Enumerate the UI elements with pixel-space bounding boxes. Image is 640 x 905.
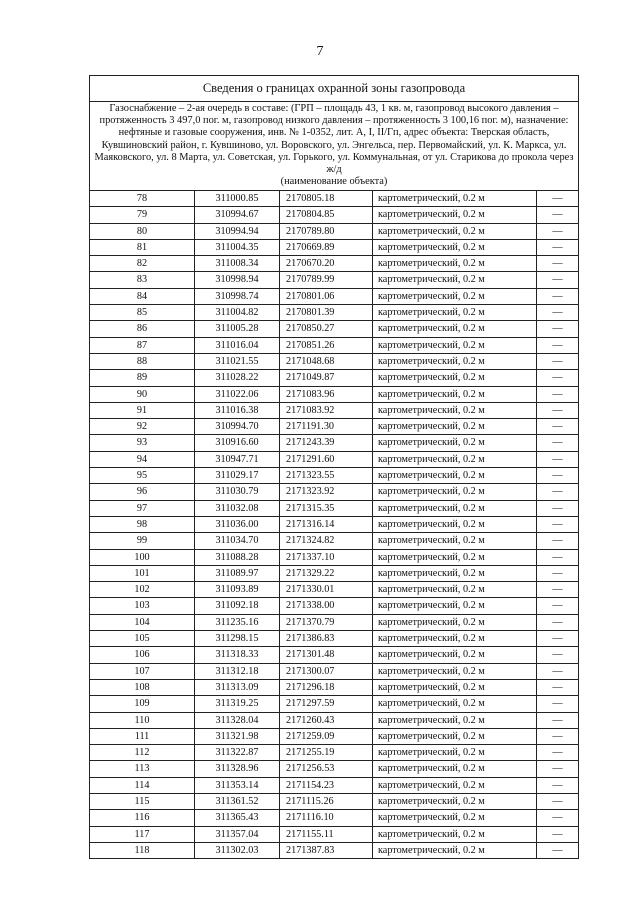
x-coordinate-cell: 311298.15 bbox=[195, 631, 280, 647]
point-number-cell: 108 bbox=[90, 679, 195, 695]
table-row bbox=[90, 321, 578, 337]
table-row bbox=[90, 598, 578, 614]
empty-mark-cell: — bbox=[537, 745, 579, 761]
x-coordinate-cell: 310994.67 bbox=[195, 207, 280, 223]
y-coordinate-cell: 2170801.39 bbox=[280, 305, 373, 321]
point-number-cell: 87 bbox=[90, 337, 195, 353]
y-coordinate-cell: 2171049.87 bbox=[280, 370, 373, 386]
method-cell: картометрический, 0.2 м bbox=[373, 631, 537, 647]
coordinates-table-body bbox=[90, 191, 578, 858]
x-coordinate-cell: 311036.00 bbox=[195, 516, 280, 532]
y-coordinate-cell: 2170670.20 bbox=[280, 256, 373, 272]
method-cell: картометрический, 0.2 м bbox=[373, 435, 537, 451]
x-coordinate-cell: 311365.43 bbox=[195, 810, 280, 826]
sheet-title: Сведения о границах охранной зоны газопровода bbox=[90, 76, 578, 102]
method-cell: картометрический, 0.2 м bbox=[373, 451, 537, 467]
x-coordinate-cell: 311328.96 bbox=[195, 761, 280, 777]
table-row bbox=[90, 402, 578, 418]
y-coordinate-cell: 2170669.89 bbox=[280, 239, 373, 255]
empty-mark-cell: — bbox=[537, 435, 579, 451]
x-coordinate-cell: 311089.97 bbox=[195, 565, 280, 581]
table-row bbox=[90, 826, 578, 842]
coordinates-table bbox=[90, 191, 578, 858]
page-number: 7 bbox=[316, 44, 324, 59]
empty-mark-cell: — bbox=[537, 337, 579, 353]
table-row bbox=[90, 745, 578, 761]
method-cell: картометрический, 0.2 м bbox=[373, 598, 537, 614]
table-row bbox=[90, 451, 578, 467]
x-coordinate-cell: 311361.52 bbox=[195, 793, 280, 809]
table-row bbox=[90, 761, 578, 777]
table-row bbox=[90, 239, 578, 255]
point-number-cell: 97 bbox=[90, 500, 195, 516]
empty-mark-cell: — bbox=[537, 239, 579, 255]
y-coordinate-cell: 2170789.99 bbox=[280, 272, 373, 288]
empty-mark-cell: — bbox=[537, 288, 579, 304]
empty-mark-cell: — bbox=[537, 549, 579, 565]
y-coordinate-cell: 2170789.80 bbox=[280, 223, 373, 239]
empty-mark-cell: — bbox=[537, 370, 579, 386]
boundary-sheet bbox=[89, 75, 579, 859]
x-coordinate-cell: 311302.03 bbox=[195, 842, 280, 858]
x-coordinate-cell: 311357.04 bbox=[195, 826, 280, 842]
empty-mark-cell: — bbox=[537, 256, 579, 272]
method-cell: картометрический, 0.2 м bbox=[373, 777, 537, 793]
method-cell: картометрический, 0.2 м bbox=[373, 419, 537, 435]
method-cell: картометрический, 0.2 м bbox=[373, 402, 537, 418]
empty-mark-cell: — bbox=[537, 761, 579, 777]
empty-mark-cell: — bbox=[537, 565, 579, 581]
point-number-cell: 95 bbox=[90, 468, 195, 484]
point-number-cell: 79 bbox=[90, 207, 195, 223]
point-number-cell: 110 bbox=[90, 712, 195, 728]
point-number-cell: 107 bbox=[90, 663, 195, 679]
y-coordinate-cell: 2171291.60 bbox=[280, 451, 373, 467]
table-row bbox=[90, 353, 578, 369]
empty-mark-cell: — bbox=[537, 419, 579, 435]
method-cell: картометрический, 0.2 м bbox=[373, 826, 537, 842]
method-cell: картометрический, 0.2 м bbox=[373, 761, 537, 777]
y-coordinate-cell: 2171370.79 bbox=[280, 614, 373, 630]
table-row bbox=[90, 647, 578, 663]
table-row bbox=[90, 810, 578, 826]
table-row bbox=[90, 272, 578, 288]
empty-mark-cell: — bbox=[537, 647, 579, 663]
table-row bbox=[90, 728, 578, 744]
method-cell: картометрический, 0.2 м bbox=[373, 321, 537, 337]
y-coordinate-cell: 2171316.14 bbox=[280, 516, 373, 532]
point-number-cell: 93 bbox=[90, 435, 195, 451]
method-cell: картометрический, 0.2 м bbox=[373, 549, 537, 565]
empty-mark-cell: — bbox=[537, 191, 579, 207]
object-description-text: Газоснабжение – 2-ая очередь в составе: (ГРП – площадь 43, 1 кв. м, газопровод высокого давления – протяженность 3 497,0 пог. м, газопровод низкого давления – протяженность 3 100,16 пог. м), назначение: нефтяные и газовые сооружения, инв. № 1-0352, лит. А, I, II/Гп, адрес объекта: Тверская область, Кувшиновский район, г. Кувшиново, ул. Воровского, ул. Энгельса, пер. Первомайский, ул. К. Маркса, ул. Маяковского, ул. 8 Марта, ул. Советская, ул. Горького, ул. Коммунальная, от ул. Старикова до прокола через ж/д bbox=[94, 103, 574, 176]
y-coordinate-cell: 2171083.92 bbox=[280, 402, 373, 418]
point-number-cell: 89 bbox=[90, 370, 195, 386]
empty-mark-cell: — bbox=[537, 484, 579, 500]
x-coordinate-cell: 310998.74 bbox=[195, 288, 280, 304]
y-coordinate-cell: 2171296.18 bbox=[280, 679, 373, 695]
x-coordinate-cell: 310994.70 bbox=[195, 419, 280, 435]
method-cell: картометрический, 0.2 м bbox=[373, 288, 537, 304]
point-number-cell: 116 bbox=[90, 810, 195, 826]
table-row bbox=[90, 419, 578, 435]
table-row bbox=[90, 305, 578, 321]
empty-mark-cell: — bbox=[537, 582, 579, 598]
empty-mark-cell: — bbox=[537, 468, 579, 484]
empty-mark-cell: — bbox=[537, 451, 579, 467]
y-coordinate-cell: 2171155.11 bbox=[280, 826, 373, 842]
y-coordinate-cell: 2171330.01 bbox=[280, 582, 373, 598]
table-row bbox=[90, 256, 578, 272]
point-number-cell: 80 bbox=[90, 223, 195, 239]
empty-mark-cell: — bbox=[537, 353, 579, 369]
method-cell: картометрический, 0.2 м bbox=[373, 256, 537, 272]
y-coordinate-cell: 2170801.06 bbox=[280, 288, 373, 304]
table-row bbox=[90, 614, 578, 630]
method-cell: картометрический, 0.2 м bbox=[373, 696, 537, 712]
point-number-cell: 92 bbox=[90, 419, 195, 435]
method-cell: картометрический, 0.2 м bbox=[373, 500, 537, 516]
table-row bbox=[90, 288, 578, 304]
x-coordinate-cell: 311004.35 bbox=[195, 239, 280, 255]
empty-mark-cell: — bbox=[537, 842, 579, 858]
x-coordinate-cell: 311022.06 bbox=[195, 386, 280, 402]
x-coordinate-cell: 311000.85 bbox=[195, 191, 280, 207]
empty-mark-cell: — bbox=[537, 500, 579, 516]
point-number-cell: 98 bbox=[90, 516, 195, 532]
y-coordinate-cell: 2171255.19 bbox=[280, 745, 373, 761]
empty-mark-cell: — bbox=[537, 614, 579, 630]
table-row bbox=[90, 191, 578, 207]
method-cell: картометрический, 0.2 м bbox=[373, 337, 537, 353]
y-coordinate-cell: 2171297.59 bbox=[280, 696, 373, 712]
point-number-cell: 115 bbox=[90, 793, 195, 809]
point-number-cell: 101 bbox=[90, 565, 195, 581]
table-row bbox=[90, 793, 578, 809]
y-coordinate-cell: 2171315.35 bbox=[280, 500, 373, 516]
method-cell: картометрический, 0.2 м bbox=[373, 305, 537, 321]
y-coordinate-cell: 2171323.92 bbox=[280, 484, 373, 500]
table-row bbox=[90, 565, 578, 581]
y-coordinate-cell: 2171260.43 bbox=[280, 712, 373, 728]
y-coordinate-cell: 2171338.00 bbox=[280, 598, 373, 614]
empty-mark-cell: — bbox=[537, 598, 579, 614]
table-row bbox=[90, 516, 578, 532]
point-number-cell: 96 bbox=[90, 484, 195, 500]
empty-mark-cell: — bbox=[537, 712, 579, 728]
empty-mark-cell: — bbox=[537, 777, 579, 793]
x-coordinate-cell: 311235.16 bbox=[195, 614, 280, 630]
point-number-cell: 82 bbox=[90, 256, 195, 272]
point-number-cell: 117 bbox=[90, 826, 195, 842]
x-coordinate-cell: 310916.60 bbox=[195, 435, 280, 451]
table-row bbox=[90, 207, 578, 223]
method-cell: картометрический, 0.2 м bbox=[373, 810, 537, 826]
x-coordinate-cell: 310998.94 bbox=[195, 272, 280, 288]
empty-mark-cell: — bbox=[537, 826, 579, 842]
table-row bbox=[90, 842, 578, 858]
empty-mark-cell: — bbox=[537, 272, 579, 288]
method-cell: картометрический, 0.2 м bbox=[373, 239, 537, 255]
x-coordinate-cell: 311008.34 bbox=[195, 256, 280, 272]
table-row bbox=[90, 549, 578, 565]
point-number-cell: 114 bbox=[90, 777, 195, 793]
object-description bbox=[90, 102, 578, 191]
y-coordinate-cell: 2171337.10 bbox=[280, 549, 373, 565]
method-cell: картометрический, 0.2 м bbox=[373, 468, 537, 484]
y-coordinate-cell: 2171115.26 bbox=[280, 793, 373, 809]
x-coordinate-cell: 311034.70 bbox=[195, 533, 280, 549]
empty-mark-cell: — bbox=[537, 631, 579, 647]
empty-mark-cell: — bbox=[537, 321, 579, 337]
empty-mark-cell: — bbox=[537, 793, 579, 809]
method-cell: картометрический, 0.2 м bbox=[373, 793, 537, 809]
x-coordinate-cell: 311088.28 bbox=[195, 549, 280, 565]
empty-mark-cell: — bbox=[537, 402, 579, 418]
y-coordinate-cell: 2171300.07 bbox=[280, 663, 373, 679]
point-number-cell: 112 bbox=[90, 745, 195, 761]
point-number-cell: 81 bbox=[90, 239, 195, 255]
x-coordinate-cell: 311321.98 bbox=[195, 728, 280, 744]
method-cell: картометрический, 0.2 м bbox=[373, 582, 537, 598]
x-coordinate-cell: 311032.08 bbox=[195, 500, 280, 516]
y-coordinate-cell: 2170804.85 bbox=[280, 207, 373, 223]
point-number-cell: 99 bbox=[90, 533, 195, 549]
x-coordinate-cell: 311353.14 bbox=[195, 777, 280, 793]
table-row bbox=[90, 663, 578, 679]
method-cell: картометрический, 0.2 м bbox=[373, 353, 537, 369]
x-coordinate-cell: 311004.82 bbox=[195, 305, 280, 321]
x-coordinate-cell: 311029.17 bbox=[195, 468, 280, 484]
y-coordinate-cell: 2170805.18 bbox=[280, 191, 373, 207]
point-number-cell: 94 bbox=[90, 451, 195, 467]
x-coordinate-cell: 311322.87 bbox=[195, 745, 280, 761]
empty-mark-cell: — bbox=[537, 728, 579, 744]
table-row bbox=[90, 370, 578, 386]
table-row bbox=[90, 337, 578, 353]
point-number-cell: 105 bbox=[90, 631, 195, 647]
table-row bbox=[90, 696, 578, 712]
method-cell: картометрический, 0.2 м bbox=[373, 386, 537, 402]
x-coordinate-cell: 311328.04 bbox=[195, 712, 280, 728]
x-coordinate-cell: 311021.55 bbox=[195, 353, 280, 369]
point-number-cell: 111 bbox=[90, 728, 195, 744]
method-cell: картометрический, 0.2 м bbox=[373, 223, 537, 239]
empty-mark-cell: — bbox=[537, 810, 579, 826]
table-row bbox=[90, 533, 578, 549]
table-row bbox=[90, 679, 578, 695]
x-coordinate-cell: 310994.94 bbox=[195, 223, 280, 239]
x-coordinate-cell: 311313.09 bbox=[195, 679, 280, 695]
empty-mark-cell: — bbox=[537, 516, 579, 532]
y-coordinate-cell: 2170851.26 bbox=[280, 337, 373, 353]
method-cell: картометрический, 0.2 м bbox=[373, 484, 537, 500]
method-cell: картометрический, 0.2 м bbox=[373, 565, 537, 581]
y-coordinate-cell: 2171386.83 bbox=[280, 631, 373, 647]
method-cell: картометрический, 0.2 м bbox=[373, 728, 537, 744]
empty-mark-cell: — bbox=[537, 679, 579, 695]
point-number-cell: 88 bbox=[90, 353, 195, 369]
empty-mark-cell: — bbox=[537, 305, 579, 321]
empty-mark-cell: — bbox=[537, 533, 579, 549]
y-coordinate-cell: 2170850.27 bbox=[280, 321, 373, 337]
point-number-cell: 84 bbox=[90, 288, 195, 304]
point-number-cell: 113 bbox=[90, 761, 195, 777]
y-coordinate-cell: 2171323.55 bbox=[280, 468, 373, 484]
table-row bbox=[90, 484, 578, 500]
point-number-cell: 78 bbox=[90, 191, 195, 207]
empty-mark-cell: — bbox=[537, 207, 579, 223]
method-cell: картометрический, 0.2 м bbox=[373, 516, 537, 532]
empty-mark-cell: — bbox=[537, 223, 579, 239]
empty-mark-cell: — bbox=[537, 696, 579, 712]
table-row bbox=[90, 500, 578, 516]
point-number-cell: 103 bbox=[90, 598, 195, 614]
point-number-cell: 100 bbox=[90, 549, 195, 565]
y-coordinate-cell: 2171259.09 bbox=[280, 728, 373, 744]
x-coordinate-cell: 311030.79 bbox=[195, 484, 280, 500]
point-number-cell: 102 bbox=[90, 582, 195, 598]
table-row bbox=[90, 582, 578, 598]
object-name-caption: (наименование объекта) bbox=[280, 176, 388, 188]
y-coordinate-cell: 2171256.53 bbox=[280, 761, 373, 777]
table-row bbox=[90, 631, 578, 647]
point-number-cell: 90 bbox=[90, 386, 195, 402]
method-cell: картометрический, 0.2 м bbox=[373, 842, 537, 858]
y-coordinate-cell: 2171243.39 bbox=[280, 435, 373, 451]
x-coordinate-cell: 311028.22 bbox=[195, 370, 280, 386]
method-cell: картометрический, 0.2 м bbox=[373, 679, 537, 695]
table-row bbox=[90, 435, 578, 451]
y-coordinate-cell: 2171083.96 bbox=[280, 386, 373, 402]
point-number-cell: 85 bbox=[90, 305, 195, 321]
x-coordinate-cell: 311016.04 bbox=[195, 337, 280, 353]
method-cell: картометрический, 0.2 м bbox=[373, 647, 537, 663]
point-number-cell: 106 bbox=[90, 647, 195, 663]
x-coordinate-cell: 311016.38 bbox=[195, 402, 280, 418]
y-coordinate-cell: 2171387.83 bbox=[280, 842, 373, 858]
method-cell: картометрический, 0.2 м bbox=[373, 272, 537, 288]
method-cell: картометрический, 0.2 м bbox=[373, 712, 537, 728]
y-coordinate-cell: 2171324.82 bbox=[280, 533, 373, 549]
y-coordinate-cell: 2171191.30 bbox=[280, 419, 373, 435]
x-coordinate-cell: 311318.33 bbox=[195, 647, 280, 663]
table-row bbox=[90, 468, 578, 484]
table-row bbox=[90, 777, 578, 793]
point-number-cell: 109 bbox=[90, 696, 195, 712]
x-coordinate-cell: 311319.25 bbox=[195, 696, 280, 712]
x-coordinate-cell: 311093.89 bbox=[195, 582, 280, 598]
method-cell: картометрический, 0.2 м bbox=[373, 207, 537, 223]
method-cell: картометрический, 0.2 м bbox=[373, 614, 537, 630]
point-number-cell: 91 bbox=[90, 402, 195, 418]
y-coordinate-cell: 2171329.22 bbox=[280, 565, 373, 581]
x-coordinate-cell: 311092.18 bbox=[195, 598, 280, 614]
x-coordinate-cell: 310947.71 bbox=[195, 451, 280, 467]
method-cell: картометрический, 0.2 м bbox=[373, 191, 537, 207]
y-coordinate-cell: 2171154.23 bbox=[280, 777, 373, 793]
point-number-cell: 118 bbox=[90, 842, 195, 858]
table-row bbox=[90, 223, 578, 239]
empty-mark-cell: — bbox=[537, 386, 579, 402]
method-cell: картометрический, 0.2 м bbox=[373, 370, 537, 386]
method-cell: картометрический, 0.2 м bbox=[373, 745, 537, 761]
method-cell: картометрический, 0.2 м bbox=[373, 663, 537, 679]
table-row bbox=[90, 712, 578, 728]
x-coordinate-cell: 311312.18 bbox=[195, 663, 280, 679]
x-coordinate-cell: 311005.28 bbox=[195, 321, 280, 337]
table-row bbox=[90, 386, 578, 402]
y-coordinate-cell: 2171048.68 bbox=[280, 353, 373, 369]
point-number-cell: 83 bbox=[90, 272, 195, 288]
y-coordinate-cell: 2171116.10 bbox=[280, 810, 373, 826]
method-cell: картометрический, 0.2 м bbox=[373, 533, 537, 549]
y-coordinate-cell: 2171301.48 bbox=[280, 647, 373, 663]
point-number-cell: 86 bbox=[90, 321, 195, 337]
empty-mark-cell: — bbox=[537, 663, 579, 679]
point-number-cell: 104 bbox=[90, 614, 195, 630]
